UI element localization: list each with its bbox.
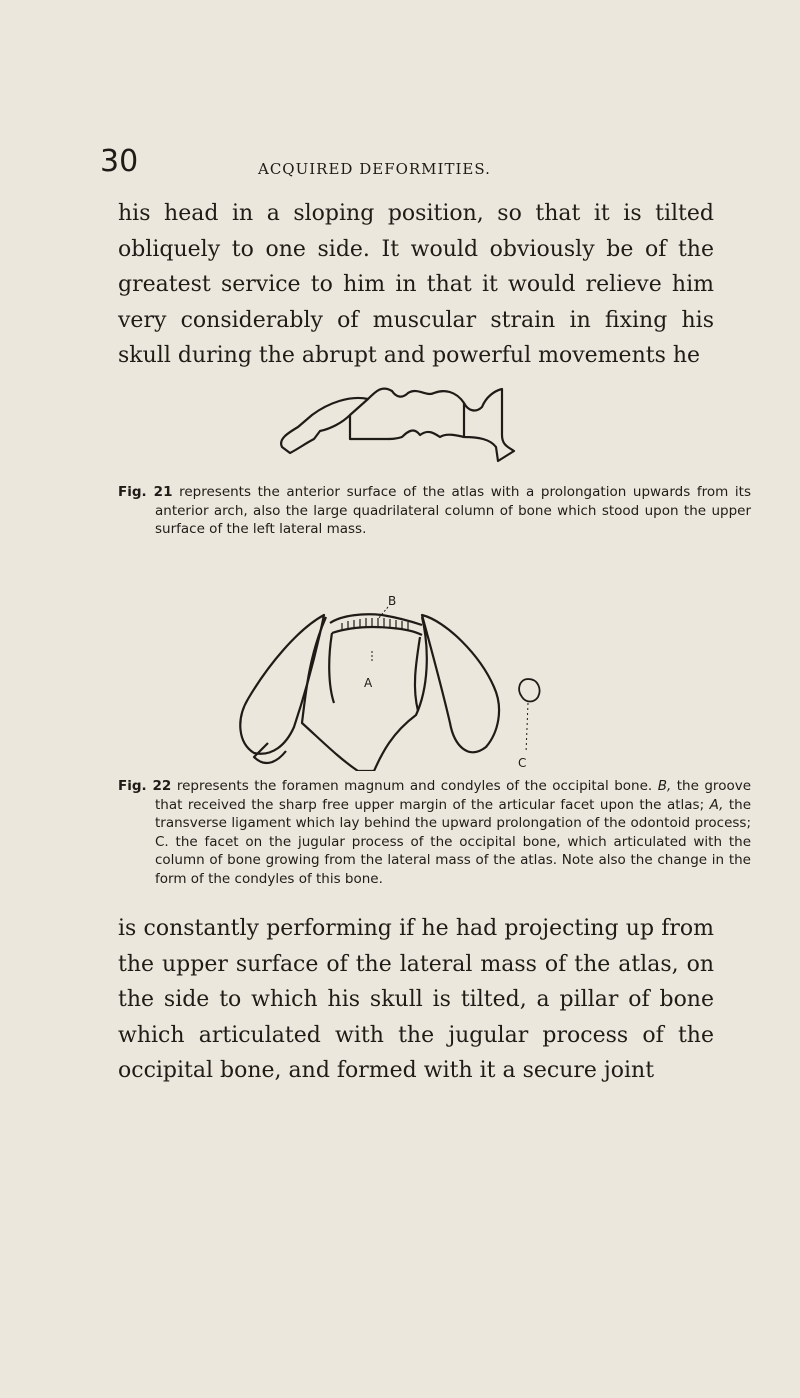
- figure-21-atlas-illustration: [268, 377, 548, 472]
- figure-22-b-letter: B,: [657, 778, 672, 794]
- figure-22-letter-b: B: [388, 594, 397, 608]
- right-condyle: [422, 615, 499, 752]
- facet-c: [519, 679, 539, 702]
- figure-21-caption-text: represents the anterior surface of the atlas with a prolongation upwards from its anterior arch, also the large quadrilateral column of bone which stood upon the upper surface of the left lateral mass.: [155, 484, 751, 537]
- figure-22-letter-c: C: [518, 756, 527, 770]
- right-inner-wall: [415, 637, 420, 711]
- figure-22-a-text: the transverse ligament which lay behind the upward prolongation of the odontoid process;: [155, 796, 751, 831]
- figure-22-intro: represents the foramen magnum and condyles of the occipital bone.: [176, 778, 653, 794]
- foramen-magnum: [302, 617, 427, 771]
- page-number: 30: [100, 144, 139, 179]
- figure-22-b-text: the groove that received the sharp free upper margin of the articular facet upon the atlas;: [155, 778, 752, 813]
- figure-22-label: Fig. 22: [118, 778, 172, 794]
- figure-21-label: Fig. 21: [118, 484, 173, 500]
- figure-21-caption: [118, 483, 751, 539]
- figure-22-a-letter: A,: [709, 796, 724, 813]
- running-head: ACQUIRED DEFORMITIES.: [258, 160, 491, 178]
- paragraph-1: his head in a sloping position, so that it is tilted obliquely to one side. It would obviously be of the greatest service to him in that it would relieve him very considerably of muscular strain in fixing his skull during the abrupt and powerful movements he: [118, 201, 714, 368]
- left-inner-wall: [329, 633, 334, 703]
- paragraph-2: is constantly performing if he had projecting up from the upper surface of the lateral mass of the atlas, on the side to which his skull is tilted, a pillar of bone which articulated with the jugular process of the occipital bone, and formed with it a secure joint: [118, 916, 714, 1083]
- figure-22-c-text: C. the facet on the jugular process of the occipital bone, which articulated with the column of bone growing from the lateral mass of the atlas. Note also the change in the form of the condyles of this bone.: [155, 833, 751, 887]
- figure-22-caption: [118, 777, 751, 888]
- figure-22-letter-a: A: [364, 676, 373, 690]
- figure-22-foramen-illustration: [232, 593, 582, 771]
